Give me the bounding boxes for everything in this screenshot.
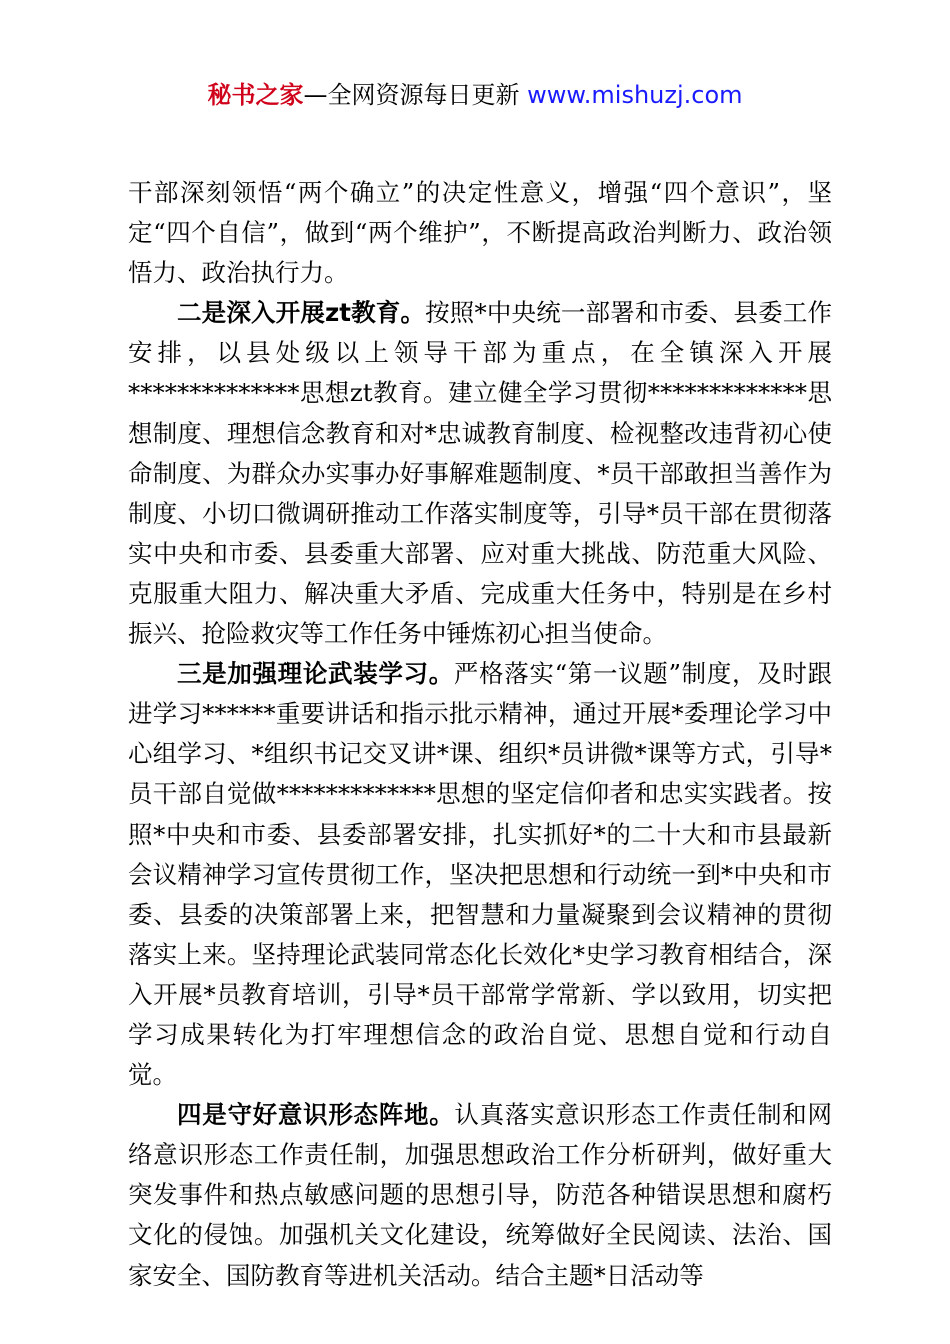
paragraph-education (128, 293, 832, 654)
paragraph-ideology (128, 1095, 832, 1295)
paragraph-text: 严格落实“第一议题”制度，及时跟进学习******重要讲话和指示批示精神，通过开展*委理论学习中心组学习、*组织书记交叉讲*课、组织*员讲微*课等方式，引导*员干部自觉做*************思想的坚定信仰者和忠实实践者。按照*中央和市委、县委部署安排，扎实抓好*的二十大和市县最新会议精神学习宣传贯彻工作，坚决把思想和行动统一到*中央和市委、县委的决策部署上来，把智慧和力量凝聚到会议精神的贯彻落实上来。坚持理论武装同常态化长效化*史学习教育相结合，深入开展*员教育培训，引导*员干部常学常新、学以致用，切实把学习成果转化为打牢理想信念的政治自觉、思想自觉和行动自觉。 (128, 659, 832, 1090)
brand-name: 秘书之家 (207, 81, 304, 109)
site-url: www.mishuzj.com (527, 81, 743, 109)
page-header (0, 78, 950, 112)
document-body (128, 173, 832, 1296)
header-slogan: —全网资源每日更新 (303, 81, 520, 109)
paragraph-text: 认真落实意识形态工作责任制和网络意识形态工作责任制，加强思想政治工作分析研判，做好重大突发事件和热点敏感问题的思想引导，防范各种错误思想和腐朽文化的侵蚀。加强机关文化建设，统筹做好全民阅读、法治、国家安全、国防教育等进机关活动。结合主题*日活动等 (128, 1100, 833, 1290)
paragraph-text: 干部深刻领悟“两个确立”的决定性意义，增强“四个意识”，坚定“四个自信”，做到“两个维护”，不断提高政治判断力、政治领悟力、政治执行力。 (128, 178, 832, 288)
paragraph-heading: 三是加强理论武装学习。 (177, 659, 454, 689)
paragraph-theory-study (128, 654, 832, 1095)
paragraph-heading: 四是守好意识形态阵地。 (177, 1100, 455, 1130)
paragraph-text: 按照*中央统一部署和市委、县委工作安排，以县处级以上领导干部为重点，在全镇深入开展**************思想zt教育。建立健全学习贯彻*************思想制度、理想信念教育和对*忠诚教育制度、检视整改违背初心使命制度、为群众办实事办好事解难题制度、*员干部敢担当善作为制度、小切口微调研推动工作落实制度等，引导*员干部在贯彻落实中央和市委、县委重大部署、应对重大挑战、防范重大风险、克服重大阻力、解决重大矛盾、完成重大任务中，特别是在乡村振兴、抢险救灾等工作任务中锤炼初心担当使命。 (128, 298, 832, 649)
paragraph-continuation (128, 173, 832, 293)
paragraph-heading: 二是深入开展zt教育。 (177, 298, 426, 328)
